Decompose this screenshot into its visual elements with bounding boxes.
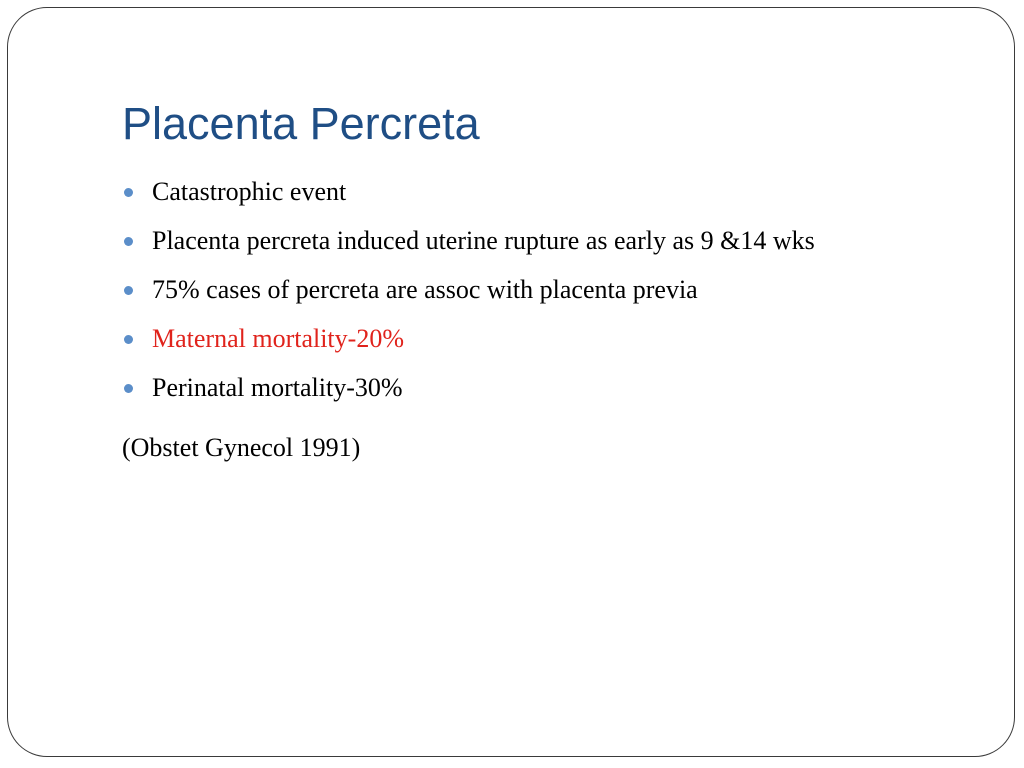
bullet-item-catastrophic-event (122, 174, 815, 210)
bullet-dot-icon (124, 188, 133, 197)
bullet-text: Catastrophic event (152, 177, 347, 206)
bullet-dot-icon (124, 335, 133, 344)
bullet-dot-icon (124, 384, 133, 393)
bullet-text: 75% cases of percreta are assoc with placenta previa (152, 275, 698, 304)
bullet-item-perinatal-mortality (122, 370, 815, 406)
slide-title: Placenta Percreta (122, 98, 480, 149)
citation: (Obstet Gynecol 1991) (122, 433, 361, 462)
slide-frame (7, 7, 1015, 757)
bullet-item-maternal-mortality (122, 321, 815, 357)
bullet-dot-icon (124, 237, 133, 246)
bullet-list (122, 174, 815, 419)
bullet-item-placenta-previa (122, 272, 815, 308)
bullet-item-uterine-rupture (122, 223, 815, 259)
bullet-text: Perinatal mortality-30% (152, 373, 403, 402)
bullet-text: Maternal mortality-20% (152, 324, 404, 353)
bullet-text: Placenta percreta induced uterine rupture as early as 9 &14 wks (152, 226, 815, 255)
bullet-dot-icon (124, 286, 133, 295)
